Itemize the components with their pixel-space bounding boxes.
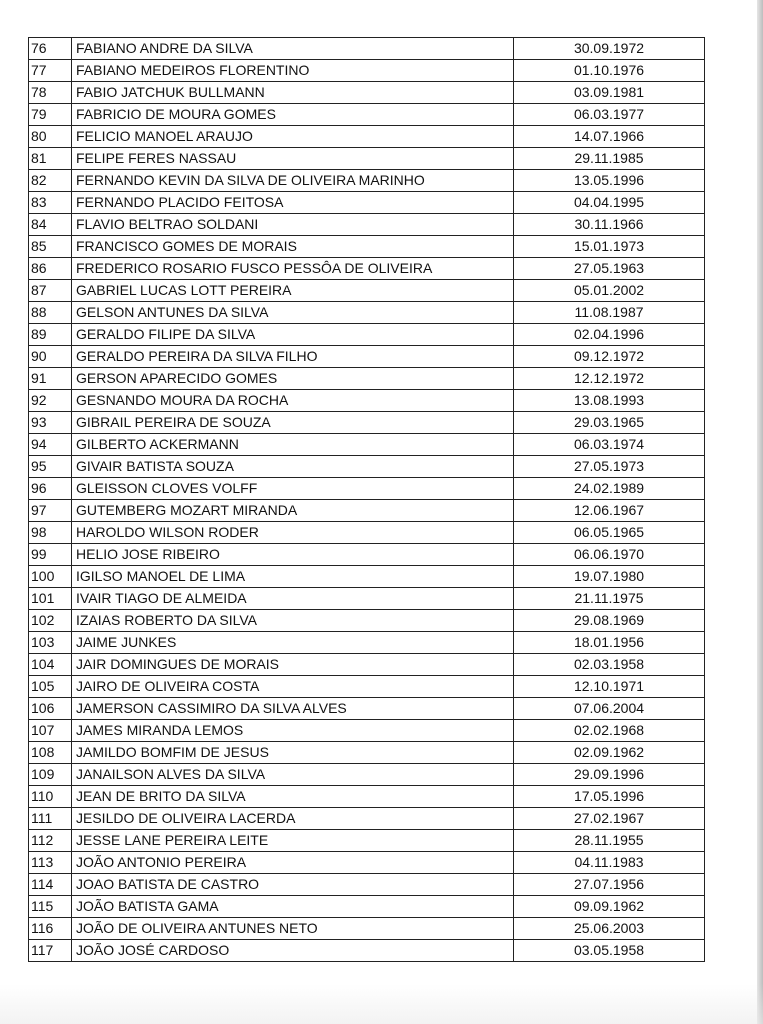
row-number-cell: 114 [29,874,72,896]
row-number-cell: 93 [29,412,72,434]
row-number-cell: 99 [29,544,72,566]
row-number-cell: 95 [29,456,72,478]
birth-date-cell: 27.02.1967 [514,808,705,830]
row-number-cell: 92 [29,390,72,412]
table-row [29,192,705,214]
birth-date-cell: 06.03.1974 [514,434,705,456]
row-number-cell: 107 [29,720,72,742]
birth-date-cell: 02.04.1996 [514,324,705,346]
name-cell: GERALDO FILIPE DA SILVA [72,324,514,346]
birth-date-cell: 02.03.1958 [514,654,705,676]
name-cell: JAMES MIRANDA LEMOS [72,720,514,742]
name-cell: GELSON ANTUNES DA SILVA [72,302,514,324]
table-row [29,60,705,82]
birth-date-cell: 30.11.1966 [514,214,705,236]
birth-date-cell: 13.05.1996 [514,170,705,192]
row-number-cell: 104 [29,654,72,676]
table-row [29,632,705,654]
table-row [29,346,705,368]
name-cell: GLEISSON CLOVES VOLFF [72,478,514,500]
name-cell: FABIANO MEDEIROS FLORENTINO [72,60,514,82]
name-cell: JANAILSON ALVES DA SILVA [72,764,514,786]
name-cell: JOÃO ANTONIO PEREIRA [72,852,514,874]
name-cell: JAMERSON CASSIMIRO DA SILVA ALVES [72,698,514,720]
row-number-cell: 109 [29,764,72,786]
table-row [29,478,705,500]
birth-date-cell: 27.05.1973 [514,456,705,478]
row-number-cell: 89 [29,324,72,346]
row-number-cell: 110 [29,786,72,808]
table-row [29,324,705,346]
table-row [29,588,705,610]
name-cell: GIVAIR BATISTA SOUZA [72,456,514,478]
name-cell: JOÃO BATISTA GAMA [72,896,514,918]
name-cell: FABIO JATCHUK BULLMANN [72,82,514,104]
birth-date-cell: 12.06.1967 [514,500,705,522]
table-row [29,544,705,566]
name-cell: FELIPE FERES NASSAU [72,148,514,170]
table-row [29,566,705,588]
name-cell: FERNANDO PLACIDO FEITOSA [72,192,514,214]
table-row [29,104,705,126]
name-cell: IZAIAS ROBERTO DA SILVA [72,610,514,632]
birth-date-cell: 06.05.1965 [514,522,705,544]
table-row [29,500,705,522]
name-cell: JAMILDO BOMFIM DE JESUS [72,742,514,764]
table-row [29,676,705,698]
row-number-cell: 76 [29,38,72,60]
birth-date-cell: 24.02.1989 [514,478,705,500]
row-number-cell: 94 [29,434,72,456]
table-row [29,698,705,720]
name-cell: GUTEMBERG MOZART MIRANDA [72,500,514,522]
row-number-cell: 82 [29,170,72,192]
row-number-cell: 103 [29,632,72,654]
birth-date-cell: 15.01.1973 [514,236,705,258]
birth-date-cell: 09.09.1962 [514,896,705,918]
birth-date-cell: 29.11.1985 [514,148,705,170]
table-row [29,896,705,918]
name-cell: JESILDO DE OLIVEIRA LACERDA [72,808,514,830]
row-number-cell: 115 [29,896,72,918]
name-cell: FABIANO ANDRE DA SILVA [72,38,514,60]
name-cell: IGILSO MANOEL DE LIMA [72,566,514,588]
birth-date-cell: 28.11.1955 [514,830,705,852]
birth-date-cell: 12.10.1971 [514,676,705,698]
row-number-cell: 102 [29,610,72,632]
row-number-cell: 85 [29,236,72,258]
birth-date-cell: 29.08.1969 [514,610,705,632]
table-row [29,302,705,324]
name-cell: GIBRAIL PEREIRA DE SOUZA [72,412,514,434]
birth-date-cell: 03.05.1958 [514,940,705,962]
table-row [29,830,705,852]
name-cell: JOÃO DE OLIVEIRA ANTUNES NETO [72,918,514,940]
table-row [29,874,705,896]
table-row [29,148,705,170]
name-cell: FELICIO MANOEL ARAUJO [72,126,514,148]
birth-date-cell: 12.12.1972 [514,368,705,390]
birth-date-cell: 04.04.1995 [514,192,705,214]
table-row [29,258,705,280]
table-row [29,38,705,60]
name-cell: GERSON APARECIDO GOMES [72,368,514,390]
roster-table-body [29,38,705,962]
row-number-cell: 78 [29,82,72,104]
row-number-cell: 111 [29,808,72,830]
name-cell: FLAVIO BELTRAO SOLDANI [72,214,514,236]
birth-date-cell: 27.05.1963 [514,258,705,280]
name-cell: GERALDO PEREIRA DA SILVA FILHO [72,346,514,368]
name-cell: HELIO JOSE RIBEIRO [72,544,514,566]
table-row [29,654,705,676]
name-cell: FRANCISCO GOMES DE MORAIS [72,236,514,258]
row-number-cell: 117 [29,940,72,962]
row-number-cell: 113 [29,852,72,874]
row-number-cell: 96 [29,478,72,500]
birth-date-cell: 07.06.2004 [514,698,705,720]
name-cell: GILBERTO ACKERMANN [72,434,514,456]
birth-date-cell: 06.03.1977 [514,104,705,126]
row-number-cell: 116 [29,918,72,940]
row-number-cell: 87 [29,280,72,302]
row-number-cell: 106 [29,698,72,720]
row-number-cell: 90 [29,346,72,368]
birth-date-cell: 19.07.1980 [514,566,705,588]
row-number-cell: 108 [29,742,72,764]
birth-date-cell: 25.06.2003 [514,918,705,940]
birth-date-cell: 01.10.1976 [514,60,705,82]
table-row [29,412,705,434]
name-cell: GESNANDO MOURA DA ROCHA [72,390,514,412]
birth-date-cell: 27.07.1956 [514,874,705,896]
row-number-cell: 91 [29,368,72,390]
birth-date-cell: 17.05.1996 [514,786,705,808]
table-row [29,390,705,412]
row-number-cell: 101 [29,588,72,610]
table-row [29,522,705,544]
name-cell: JAIME JUNKES [72,632,514,654]
birth-date-cell: 05.01.2002 [514,280,705,302]
table-row [29,82,705,104]
birth-date-cell: 03.09.1981 [514,82,705,104]
table-row [29,434,705,456]
name-cell: HAROLDO WILSON RODER [72,522,514,544]
name-cell: JOAO BATISTA DE CASTRO [72,874,514,896]
name-cell: JAIRO DE OLIVEIRA COSTA [72,676,514,698]
name-cell: GABRIEL LUCAS LOTT PEREIRA [72,280,514,302]
row-number-cell: 88 [29,302,72,324]
birth-date-cell: 14.07.1966 [514,126,705,148]
row-number-cell: 100 [29,566,72,588]
table-row [29,720,705,742]
birth-date-cell: 18.01.1956 [514,632,705,654]
table-row [29,214,705,236]
birth-date-cell: 29.09.1996 [514,764,705,786]
name-cell: FERNANDO KEVIN DA SILVA DE OLIVEIRA MARINHO [72,170,514,192]
table-row [29,764,705,786]
page-bottom-shading [0,984,763,1024]
row-number-cell: 84 [29,214,72,236]
name-cell: FABRICIO DE MOURA GOMES [72,104,514,126]
row-number-cell: 83 [29,192,72,214]
table-row [29,236,705,258]
row-number-cell: 97 [29,500,72,522]
table-row [29,610,705,632]
row-number-cell: 79 [29,104,72,126]
birth-date-cell: 06.06.1970 [514,544,705,566]
birth-date-cell: 13.08.1993 [514,390,705,412]
row-number-cell: 80 [29,126,72,148]
row-number-cell: 98 [29,522,72,544]
name-cell: JAIR DOMINGUES DE MORAIS [72,654,514,676]
table-row [29,808,705,830]
birth-date-cell: 02.02.1968 [514,720,705,742]
table-row [29,918,705,940]
name-cell: FREDERICO ROSARIO FUSCO PESSÔA DE OLIVEIRA [72,258,514,280]
table-row [29,786,705,808]
birth-date-cell: 11.08.1987 [514,302,705,324]
row-number-cell: 81 [29,148,72,170]
table-row [29,940,705,962]
roster-table [28,37,705,962]
table-row [29,456,705,478]
name-cell: JEAN DE BRITO DA SILVA [72,786,514,808]
row-number-cell: 77 [29,60,72,82]
birth-date-cell: 29.03.1965 [514,412,705,434]
row-number-cell: 112 [29,830,72,852]
table-row [29,170,705,192]
row-number-cell: 105 [29,676,72,698]
name-cell: IVAIR TIAGO DE ALMEIDA [72,588,514,610]
birth-date-cell: 02.09.1962 [514,742,705,764]
table-row [29,280,705,302]
name-cell: JOÃO JOSÉ CARDOSO [72,940,514,962]
birth-date-cell: 09.12.1972 [514,346,705,368]
table-row [29,742,705,764]
table-row [29,126,705,148]
table-row [29,852,705,874]
birth-date-cell: 30.09.1972 [514,38,705,60]
name-cell: JESSE LANE PEREIRA LEITE [72,830,514,852]
birth-date-cell: 04.11.1983 [514,852,705,874]
page-edge-shadow [757,0,763,1024]
table-row [29,368,705,390]
birth-date-cell: 21.11.1975 [514,588,705,610]
row-number-cell: 86 [29,258,72,280]
